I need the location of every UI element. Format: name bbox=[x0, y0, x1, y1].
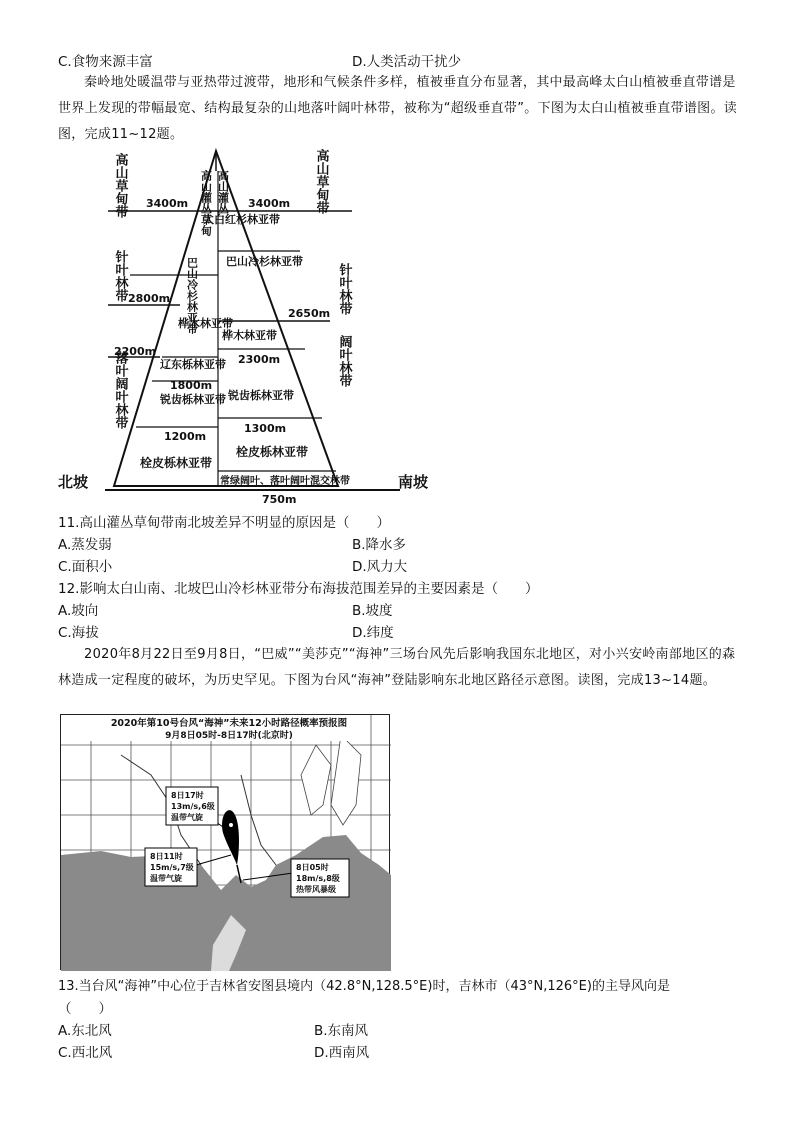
box2-time: 8日11时 bbox=[150, 852, 183, 861]
intro-paragraph-1: 秦岭地处暖温带与亚热带过渡带，地形和气候条件多样，植被垂直分布显著，其中最高峰太白山植被垂直带谱是世界上发现的带幅最宽、结构最复杂的山地落叶阔叶林带，被称为“超级垂直带”。下图为太白山植被垂直带谱图。读图，完成11~12题。 bbox=[58, 75, 738, 142]
box3-wind: 18m/s,8级 bbox=[296, 874, 340, 883]
q11-option-c[interactable]: C.面积小 bbox=[58, 559, 113, 575]
q12-option-c[interactable]: C.海拔 bbox=[58, 625, 99, 641]
q13-paren: （ ） bbox=[58, 1001, 112, 1017]
typhoon-map-subtitle: 9月8日05时-8日17时(北京时) bbox=[165, 731, 293, 741]
prev-option-c: C.食物来源丰富 bbox=[58, 54, 153, 70]
height-right-2300: 2300m bbox=[238, 353, 281, 366]
q13-option-c[interactable]: C.西北风 bbox=[58, 1045, 113, 1061]
height-left-2800: 2800m bbox=[128, 292, 171, 305]
zone-fir-right: 巴山冷杉林亚带 bbox=[226, 255, 303, 268]
height-left-1800: 1800m bbox=[170, 379, 213, 392]
left-band-alpine-meadow bbox=[113, 152, 129, 219]
box2-type: 温带气旋 bbox=[150, 874, 182, 883]
q12-option-d[interactable]: D.纬度 bbox=[352, 625, 394, 641]
q13-option-d[interactable]: D.西南风 bbox=[314, 1045, 370, 1061]
box3-type: 热带风暴级 bbox=[296, 885, 336, 894]
height-left-2200: 2200m bbox=[114, 345, 157, 358]
right-band-alpine-meadow bbox=[314, 148, 330, 215]
svg-text:高山草甸带: 高山草甸带 bbox=[112, 153, 128, 218]
left-band-deciduous bbox=[113, 350, 129, 430]
svg-text:阔叶林带: 阔叶林带 bbox=[336, 335, 352, 387]
svg-text:落叶阔叶林带: 落叶阔叶林带 bbox=[112, 351, 128, 429]
q13-stem: 13.当台风“海神”中心位于吉林省安图县境内（42.8°N,128.5°E)时，吉林市（43°N,126°E)的主导风向是 bbox=[58, 979, 670, 994]
box1-time: 8日17时 bbox=[171, 791, 204, 800]
right-band-broadleaf bbox=[337, 334, 353, 388]
typhoon-map bbox=[60, 714, 390, 970]
right-band-conifer bbox=[337, 262, 354, 316]
zone-sharp-oak-right: 锐齿栎林亚带 bbox=[228, 389, 294, 402]
zone-cork-oak-left: 栓皮栎林亚带 bbox=[140, 456, 213, 470]
height-right-2650: 2650m bbox=[288, 307, 331, 320]
zone-cork-oak-right: 栓皮栎林亚带 bbox=[236, 445, 309, 459]
height-left-1200: 1200m bbox=[164, 430, 207, 443]
q11-option-d[interactable]: D.风力大 bbox=[352, 559, 408, 575]
zone-larch: 太白红杉林亚带 bbox=[203, 213, 280, 226]
zone-birch-right: 桦木林亚带 bbox=[222, 329, 277, 342]
q12-stem: 12.影响太白山南、北坡巴山冷杉林亚带分布海拔范围差异的主要因素是（ ） bbox=[58, 581, 539, 597]
q11-stem: 11.高山灌丛草甸带南北坡差异不明显的原因是（ ） bbox=[58, 515, 390, 531]
typhoon-map-title: 2020年第10号台风“海神”未来12小时路径概率预报图 bbox=[110, 718, 348, 729]
height-right-1300: 1300m bbox=[244, 422, 287, 435]
svg-text:针叶林带: 针叶林带 bbox=[112, 250, 128, 302]
left-band-conifer bbox=[113, 249, 130, 303]
svg-text:针叶林带: 针叶林带 bbox=[336, 263, 352, 315]
height-right-750: 750m bbox=[262, 493, 297, 506]
south-slope-label: 南坡 bbox=[398, 473, 429, 491]
vegetation-zone-diagram bbox=[58, 145, 445, 510]
q11-option-b[interactable]: B.降水多 bbox=[352, 537, 407, 553]
zone-liaodong-oak: 辽东栎林亚带 bbox=[160, 358, 226, 371]
north-slope-label: 北坡 bbox=[58, 473, 89, 491]
zone-fir-left: 巴山冷杉林亚带 bbox=[185, 257, 199, 334]
top-left-shrub: 高山灌丛草甸 bbox=[199, 170, 213, 236]
q12-option-a[interactable]: A.坡向 bbox=[58, 603, 99, 619]
box1-type: 温带气旋 bbox=[171, 813, 203, 822]
height-right-3400: 3400m bbox=[248, 197, 291, 210]
box1-wind: 13m/s,6级 bbox=[171, 802, 215, 811]
q12-option-b[interactable]: B.坡度 bbox=[352, 603, 393, 619]
top-right-shrub: 高山灌丛 bbox=[216, 170, 230, 214]
intro-paragraph-2: 2020年8月22日至9月8日，“巴威”“美莎克”“海神”三场台风先后影响我国东北地区，对小兴安岭南部地区的森林造成一定程度的破坏，为历史罕见。下图为台风“海神”登陆影响东北地区路径示意图。读图，完成13~14题。 bbox=[58, 647, 736, 688]
box3-time: 8日05时 bbox=[296, 863, 329, 872]
zone-mixed-forest: 常绿阔叶、落叶阔叶混交林带 bbox=[220, 476, 350, 487]
q13-option-b[interactable]: B.东南风 bbox=[314, 1023, 369, 1039]
zone-birch-left: 桦木林亚带 bbox=[178, 317, 233, 330]
prev-option-d: D.人类活动干扰少 bbox=[352, 54, 462, 70]
q11-option-a[interactable]: A.蒸发弱 bbox=[58, 537, 112, 553]
height-left-3400: 3400m bbox=[146, 197, 189, 210]
box2-wind: 15m/s,7级 bbox=[150, 863, 194, 872]
q13-option-a[interactable]: A.东北风 bbox=[58, 1023, 112, 1039]
zone-sharp-oak-left: 锐齿栎林亚带 bbox=[160, 393, 226, 406]
svg-text:高山草甸带: 高山草甸带 bbox=[313, 149, 329, 214]
